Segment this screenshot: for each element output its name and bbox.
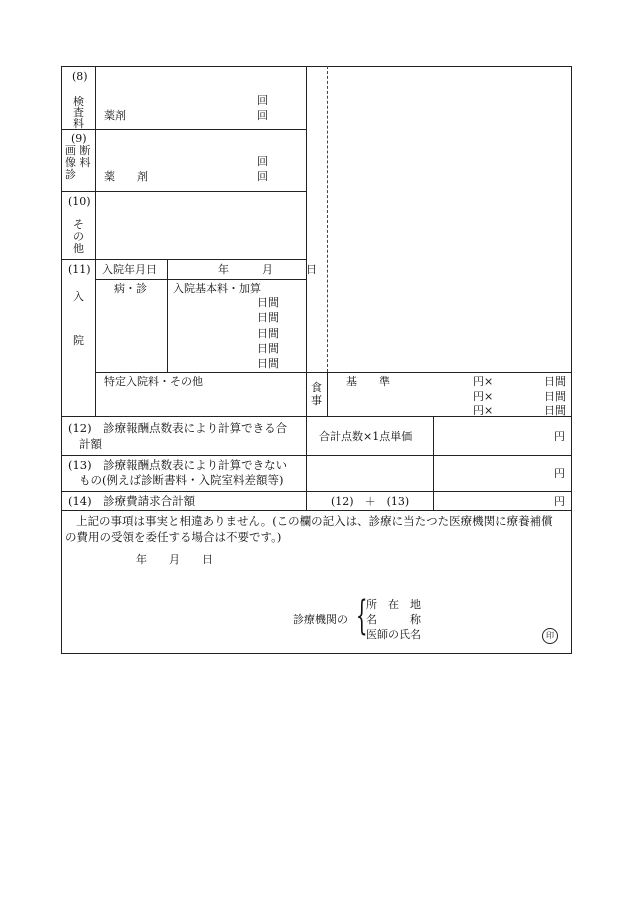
meal-yen-unit: 円×: [473, 404, 494, 417]
meal-label-1: 食: [311, 381, 322, 394]
curly-brace: {: [356, 593, 368, 639]
sec9-label-3: 診: [65, 168, 76, 181]
table-border-top: [61, 66, 572, 67]
sec14-yen-unit: 円: [554, 495, 565, 508]
sec11-number: (11): [68, 263, 91, 276]
sec13-yen-unit: 円: [554, 467, 565, 480]
sec10-number: (10): [68, 195, 91, 208]
row-divider-13: [61, 455, 572, 456]
sec12-yen-unit: 円: [554, 430, 565, 443]
yen-column-divider: [433, 416, 434, 510]
sec8-count-unit-2: 回: [257, 109, 268, 122]
certification-text-line1: 上記の事項は事実と相違ありません。(この欄の記入は、診療に当たつた医療機関に療養補償: [76, 514, 553, 528]
table-border-bottom: [61, 653, 572, 654]
sec11-label-2: 院: [73, 334, 84, 347]
days-unit: 日間: [257, 357, 279, 370]
days-unit: 日間: [257, 342, 279, 355]
row-divider-cert: [61, 510, 572, 511]
sec8-count-unit-1: 回: [257, 94, 268, 107]
row-divider-tokutei: [95, 372, 571, 373]
sec9-number: (9): [71, 132, 87, 145]
sec11-label-1: 入: [73, 290, 84, 303]
sec8-drug-label: 薬剤: [104, 109, 126, 122]
label-column-divider: [95, 66, 96, 416]
sec12-formula: 合計点数×1点単価: [319, 430, 413, 443]
sec9-count-unit-2: 回: [257, 170, 268, 183]
meal-days-unit: 日間: [544, 404, 566, 417]
row-divider-14: [61, 491, 572, 492]
sec12-label-line2: 計額: [79, 437, 102, 451]
days-unit: 日間: [257, 311, 279, 324]
row-divider-10: [61, 259, 306, 260]
meal-divider: [327, 372, 328, 416]
tokutei-label: 特定入院料・その他: [104, 375, 203, 388]
certification-text-line2: の費用の受領を委任する場合は不要です。): [65, 530, 282, 544]
sec10-label-3: 他: [73, 242, 84, 255]
meal-yen-unit: 円×: [473, 390, 494, 403]
row-divider-12: [61, 416, 572, 417]
sec8-label-1: 検: [73, 95, 84, 108]
sec8-number: (8): [72, 70, 88, 83]
days-unit: 日間: [257, 327, 279, 340]
table-border-right: [571, 66, 572, 653]
meal-yen-unit: 円×: [473, 375, 494, 388]
row-divider-9: [61, 191, 306, 192]
seal-icon: 印: [542, 628, 558, 644]
sec12-label-line1: (12) 診療報酬点数表により計算できる合: [68, 421, 288, 435]
row-divider-8: [61, 129, 306, 130]
dashed-divider: [327, 66, 328, 372]
sec8-label-2: 査: [73, 106, 84, 119]
days-unit: 日間: [257, 296, 279, 309]
meal-days-unit: 日間: [544, 390, 566, 403]
sec9-drug-label: 薬 剤: [104, 170, 148, 183]
table-border-left: [61, 66, 62, 653]
institution-label: 診療機関の: [293, 613, 348, 626]
admit-inner-divider: [167, 259, 168, 372]
row-divider-admit: [95, 279, 306, 280]
address-label: 所 在 地: [366, 598, 421, 611]
byoshin-label: 病・診: [114, 282, 147, 295]
sec9-count-unit-1: 回: [257, 155, 268, 168]
meal-days-unit: 日間: [544, 375, 566, 388]
certification-date[interactable]: 年 月 日: [136, 553, 213, 566]
sec10-label-1: そ: [73, 218, 84, 231]
admit-date-field[interactable]: 年 月 日: [218, 263, 317, 276]
sec10-label-2: の: [73, 230, 84, 243]
meal-kijun-label: 基 準: [346, 375, 390, 388]
sec9-label-2: 像 料: [65, 156, 91, 169]
sec14-formula: (12) ＋ (13): [331, 495, 410, 508]
kihon-label: 入院基本料・加算: [173, 282, 261, 295]
sec13-label-line2: もの(例えば診断書料・入院室料差額等): [79, 473, 284, 487]
sec14-label: (14) 診療費請求合計額: [68, 494, 196, 508]
sec9-label-1: 画 断: [65, 144, 91, 157]
sec13-label-line1: (13) 診療報酬点数表により計算できない: [68, 458, 288, 472]
admit-date-label: 入院年月日: [102, 263, 157, 276]
doctor-name-label: 医師の氏名: [366, 628, 421, 641]
sec8-label-3: 料: [73, 117, 84, 130]
meal-label-2: 事: [311, 394, 322, 407]
name-label: 名 称: [366, 613, 421, 626]
main-column-divider: [306, 66, 307, 510]
